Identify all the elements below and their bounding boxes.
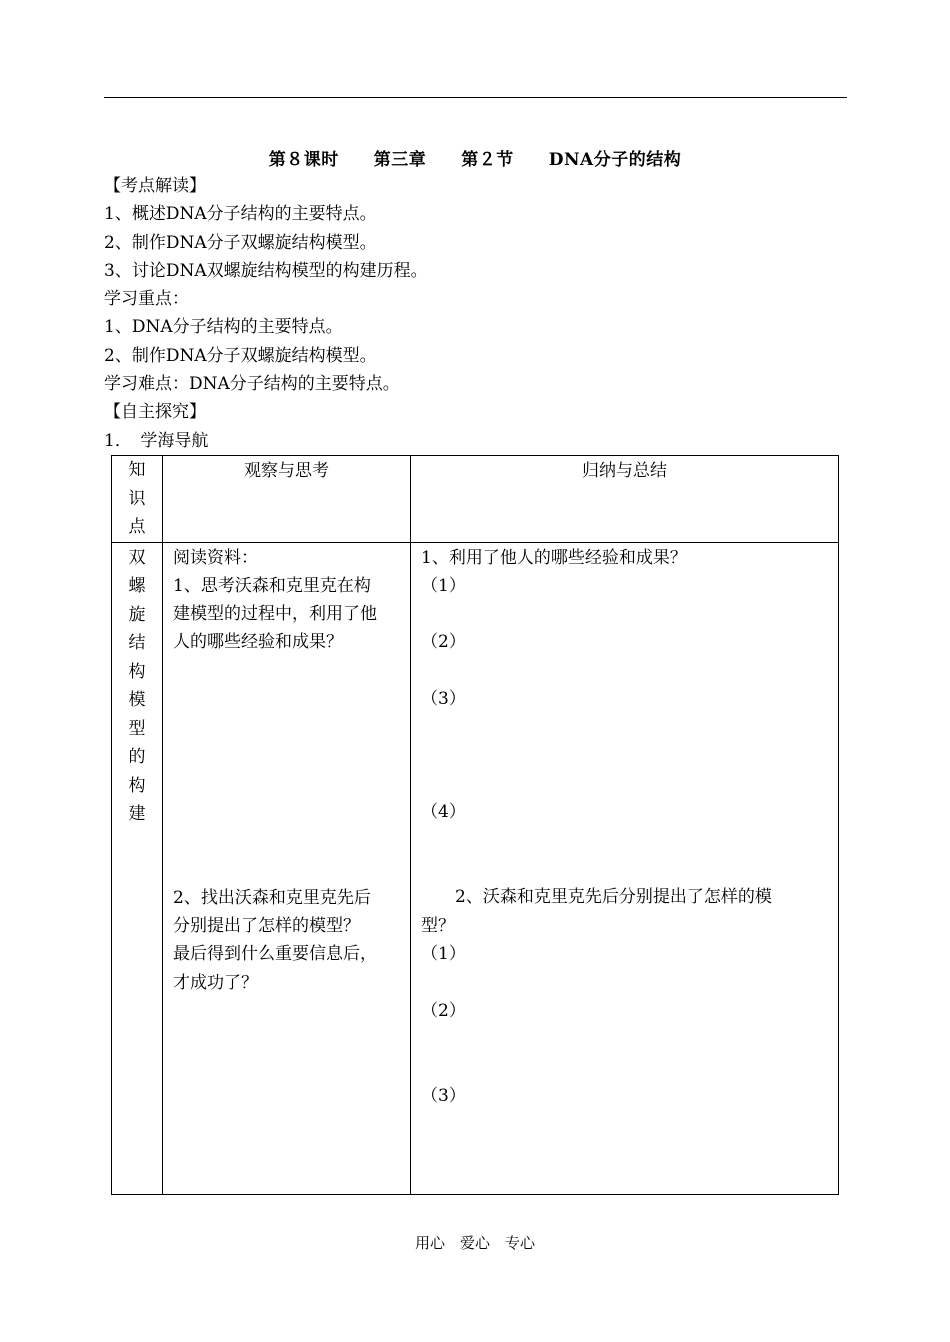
topic-text [112, 544, 162, 829]
header-observe: 观察与思考 [163, 456, 411, 543]
q1-line-2: 建模型的过程中，利用了他 [173, 604, 377, 625]
blank-line [421, 657, 838, 685]
a2-item-1: （1） [421, 944, 466, 965]
nandian-line: 学习难点：DNA分子结构的主要特点。 [104, 374, 400, 395]
reading-label: 阅读资料： [173, 547, 258, 568]
a1-item-4: （4） [421, 802, 466, 823]
blank-line [421, 770, 838, 798]
blank-line [421, 968, 838, 996]
q2-line-2: 分别提出了怎样的模型？ [173, 915, 360, 936]
kaodian-item-2: 2、制作DNA分子双螺旋结构模型。 [104, 232, 377, 253]
topic-char: 的 [128, 747, 146, 767]
a1-item-3: （3） [421, 688, 466, 709]
page-title: 第８课时 第三章 第２节 DNA分子的结构 [268, 150, 682, 170]
table-row [112, 542, 839, 1195]
a2-title-line-2: 型？ [421, 915, 455, 936]
table-header-row [112, 456, 839, 543]
zhongdian-item-1: 1、DNA分子结构的主要特点。 [104, 317, 343, 338]
topic-char: 双 [128, 547, 146, 568]
topic-char: 模 [128, 690, 146, 710]
a2-title-line-1: 2、沃森和克里克先后分别提出了怎样的模 [421, 887, 772, 908]
topic-char: 螺 [128, 576, 146, 596]
topic-char: 建 [128, 804, 146, 824]
section-1-heading: 1． 学海导航 [104, 430, 209, 451]
blank-line [421, 1053, 838, 1081]
page-footer: 用心 爱心 专心 [414, 1234, 535, 1252]
zhongdian-heading: 学习重点： [104, 289, 189, 310]
kaodian-item-1: 1、概述DNA分子结构的主要特点。 [104, 204, 377, 225]
summary-text [421, 544, 838, 1110]
observe-spacer [173, 657, 410, 884]
a1-title: 1、利用了他人的哪些经验和成果？ [421, 547, 687, 568]
kaodian-heading: 【考点解读】 [104, 176, 206, 196]
blank-line [421, 1025, 838, 1053]
topic-char: 结 [128, 633, 146, 653]
knowledge-point-char: 知 [128, 460, 146, 480]
topic-char: 构 [128, 661, 146, 682]
summary-spacer [421, 826, 838, 883]
topic-cell [112, 542, 163, 1195]
knowledge-point-char: 点 [128, 517, 146, 537]
intro-text [104, 172, 844, 455]
blank-line [421, 600, 838, 628]
a2-item-3: （3） [421, 1085, 466, 1106]
a2-item-2: （2） [421, 1000, 466, 1021]
header-summary: 归纳与总结 [411, 456, 839, 543]
header-knowledge-point [112, 456, 163, 543]
knowledge-point-char: 识 [128, 488, 146, 509]
zhongdian-item-2: 2、制作DNA分子双螺旋结构模型。 [104, 345, 377, 366]
observe-text [173, 544, 410, 997]
kaodian-item-3: 3、讨论DNA双螺旋结构模型的构建历程。 [104, 260, 428, 281]
q1-line-1: 1、思考沃森和克里克在构 [173, 575, 371, 596]
q1-line-3: 人的哪些经验和成果？ [173, 632, 343, 653]
observe-cell [163, 542, 411, 1195]
study-table [111, 455, 839, 1195]
topic-char: 旋 [128, 604, 146, 625]
summary-cell [411, 542, 839, 1195]
q2-line-4: 才成功了？ [173, 972, 258, 993]
zizhu-heading: 【自主探究】 [104, 402, 206, 423]
topic-char: 型 [128, 718, 146, 739]
topic-char: 构 [128, 775, 146, 796]
q2-line-3: 最后得到什么重要信息后， [173, 944, 377, 965]
a1-item-1: （1） [421, 575, 466, 596]
blank-line [421, 713, 838, 741]
blank-line [421, 742, 838, 770]
q2-line-1: 2、找出沃森和克里克先后 [173, 887, 371, 908]
a1-item-2: （2） [421, 632, 466, 653]
header-knowledge-point-text [112, 456, 162, 542]
header-rule [104, 97, 847, 98]
